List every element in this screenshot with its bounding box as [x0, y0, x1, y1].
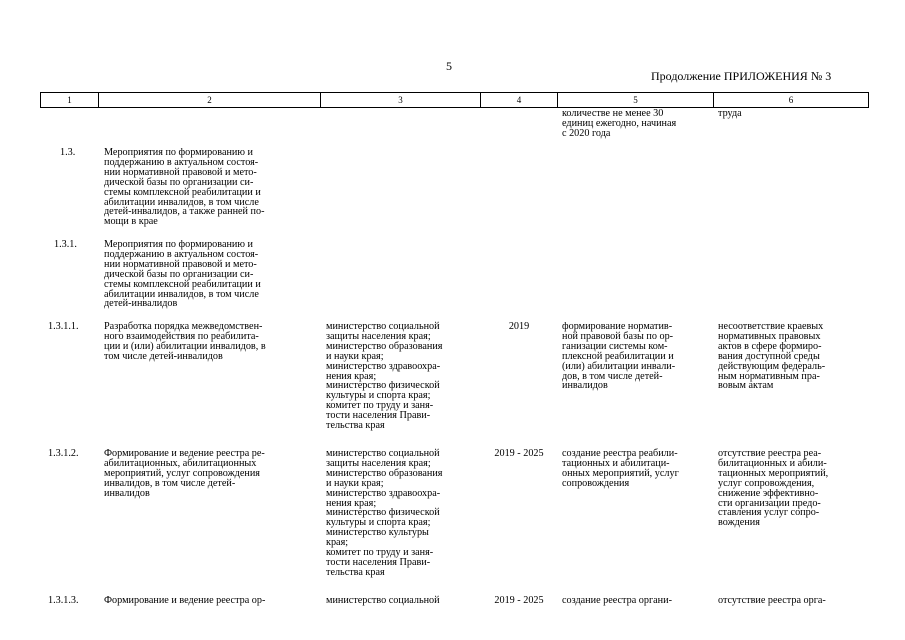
row-risk: отсутствие реестра орга- — [718, 595, 826, 606]
row-period: 2019 - 2025 — [494, 595, 544, 606]
row-title: Формирование и ведение реестра ор- — [104, 595, 266, 606]
row-number: 1.3.1.2. — [48, 448, 79, 459]
column-number-2: 2 — [99, 93, 321, 108]
column-number-6: 6 — [714, 93, 869, 108]
row-number: 1.3.1.3. — [48, 595, 79, 606]
row-title: Мероприятия по формированию и поддержанию в актуальном состоя- нии нормативной правовой и мето- дической базы по организации си- стемы комплексной реабилитации и абилитации инвалидов, в том числе детей-инвалидов, а также ранней по- мощи в крае — [104, 147, 265, 228]
row-result: создание реестра реабили- тационных и абилитаци- онных мероприятий, услуг сопровождения — [562, 448, 679, 489]
row-executors: министерство социальной — [326, 595, 440, 606]
column-number-3: 3 — [321, 93, 481, 108]
row-period: 2019 - 2025 — [494, 448, 544, 459]
column-number-4: 4 — [481, 93, 558, 108]
row-number: 1.3.1. — [54, 239, 77, 250]
column-header-row — [40, 92, 869, 108]
row-executors: министерство социальной защиты населения края; министерство образования и науки края; министерство здравоохра- нения края; министерство физической культуры и спорта края; министерство культуры края; комитет по труду и заня- тости населения Прави- тельства края — [326, 448, 443, 578]
column-number-5: 5 — [558, 93, 714, 108]
continued-result-text: количестве не менее 30 единиц ежегодно, начиная с 2020 года — [562, 108, 677, 139]
row-period: 2019 — [508, 321, 530, 332]
column-number-1: 1 — [41, 93, 99, 108]
row-number: 1.3. — [60, 147, 76, 158]
continued-risk-text: труда — [718, 108, 742, 119]
row-result: формирование норматив- ной правовой базы по ор- ганизации системы ком- плексной реабилитации и (или) абилитации инвали- дов, в том числе детей- инвалидов — [562, 321, 676, 392]
appendix-continuation-title: Продолжение ПРИЛОЖЕНИЯ № 3 — [651, 69, 832, 83]
row-risk: отсутствие реестра реа- билитационных и абили- тационных мероприятий, услуг сопровождения, снижение эффективно- сти организации предо- ставления услуг сопро- вождения — [718, 448, 829, 529]
row-result: создание реестра органи- — [562, 595, 672, 606]
row-title: Разработка порядка межведомствен- ного взаимодействия по реабилита- ции и (или) абилитации инвалидов, в том числе детей-инвалидов — [104, 321, 266, 362]
row-executors: министерство социальной защиты населения края; министерство образования и науки края; министерство здравоохра- нения края; министерство физической культуры и спорта края; комитет по труду и заня- тости населения Прави- тельства края — [326, 321, 443, 432]
page-number: 5 — [446, 59, 452, 73]
row-title: Формирование и ведение реестра ре- абилитационных, абилитационных мероприятий, услуг сопровождения инвалидов, в том числе детей- инвалидов — [104, 448, 265, 499]
row-title: Мероприятия по формированию и поддержанию в актуальном состоя- нии нормативной правовой и мето- дической базы по организации си- стемы комплексной реабилитации и абилитации инвалидов, в том числе детей-инвалидов — [104, 239, 261, 310]
row-risk: несоответствие краевых нормативных правовых актов в сфере формиро- вания доступной среды действующим федераль- ным нормативным пра- вовым актам — [718, 321, 826, 392]
row-number: 1.3.1.1. — [48, 321, 79, 332]
